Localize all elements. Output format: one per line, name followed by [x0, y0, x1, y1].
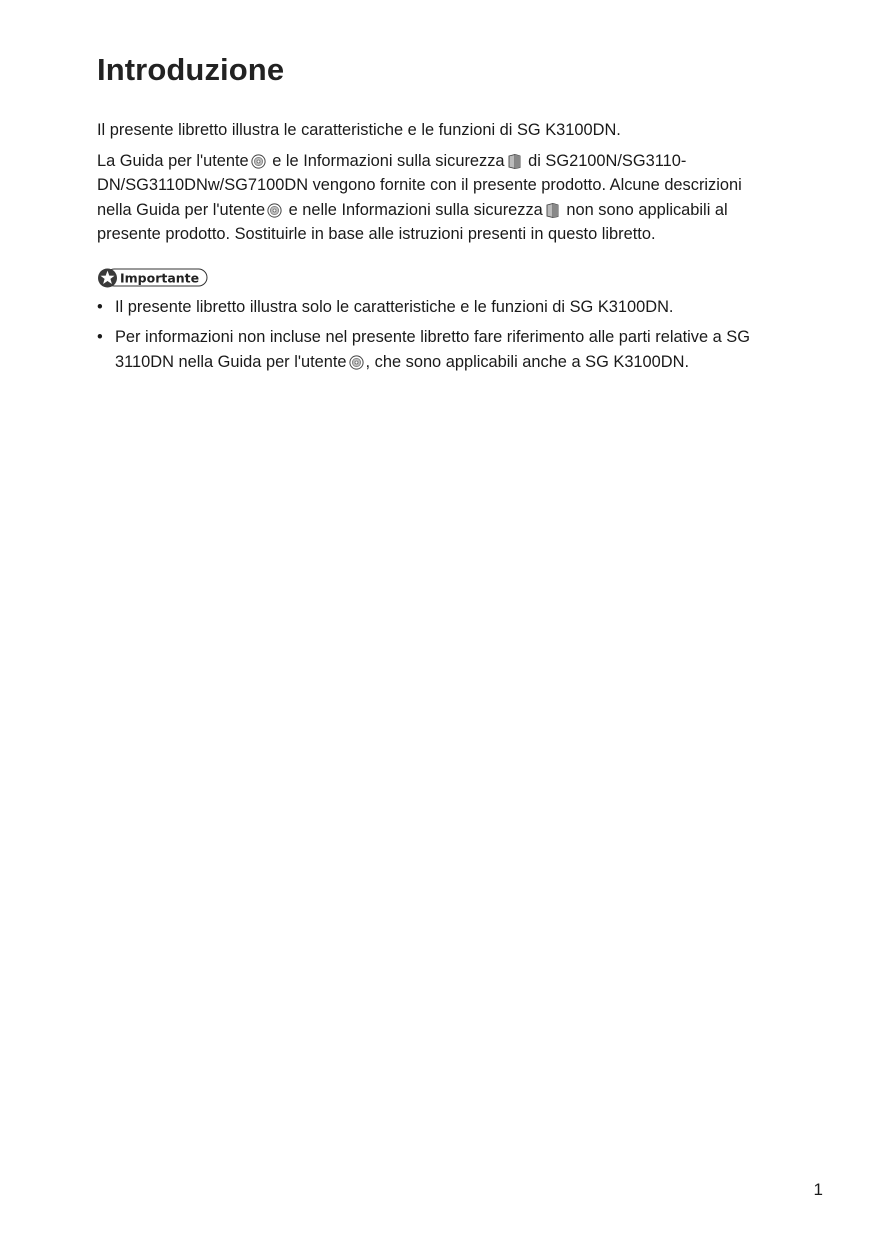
cd-icon: [251, 154, 266, 169]
list-item-text: Il presente libretto illustra solo le caratteristiche e le funzioni di SG K3100DN.: [115, 297, 674, 316]
intro-text-2a: La Guida per l'utente: [97, 151, 249, 170]
intro-text-2e: non sono applicabili al presente prodotto. Sostituirle in base alle istruzioni presenti in questo libretto.: [97, 200, 728, 243]
list-item-text-cont: , che sono applicabili anche a SG K3100DN.: [365, 352, 690, 371]
intro-text-2b: e le Informazioni sulla sicurezza: [267, 151, 505, 170]
page-number: 1: [813, 1180, 823, 1199]
important-text: Importante: [120, 270, 200, 285]
bullet-dot: •: [97, 297, 103, 316]
intro-text-2c: di SG2100N/SG3110-DN/SG3110DNw/SG7100DN vengono fornite con il presente prodotto. Alcune descrizioni nella Guida per l'utente: [97, 151, 742, 219]
list-item-text: Per informazioni non incluse nel presente libretto fare riferimento alle parti relative a SG 3110DN nella Guida per l'utente: [115, 328, 750, 371]
star-icon: [98, 268, 117, 287]
intro-paragraph-1: [97, 118, 777, 143]
intro-text-2d: e nelle Informazioni sulla sicurezza: [284, 200, 543, 219]
main-content: [97, 118, 777, 380]
cd-icon: [349, 355, 364, 370]
intro-text-1: Il presente libretto illustra le caratteristiche e le funzioni di SG K3100DN.: [97, 121, 621, 139]
booklet-icon: [545, 202, 560, 218]
important-badge: [97, 267, 209, 289]
page-title: Introduzione: [97, 52, 285, 87]
booklet-icon: [507, 153, 522, 169]
bullet-dot: •: [97, 328, 103, 346]
important-list: [97, 295, 777, 375]
list-item: [97, 325, 777, 374]
intro-paragraph-2: [97, 149, 777, 247]
cd-icon: [267, 203, 282, 218]
important-label: [97, 267, 777, 289]
list-item: [97, 295, 777, 320]
